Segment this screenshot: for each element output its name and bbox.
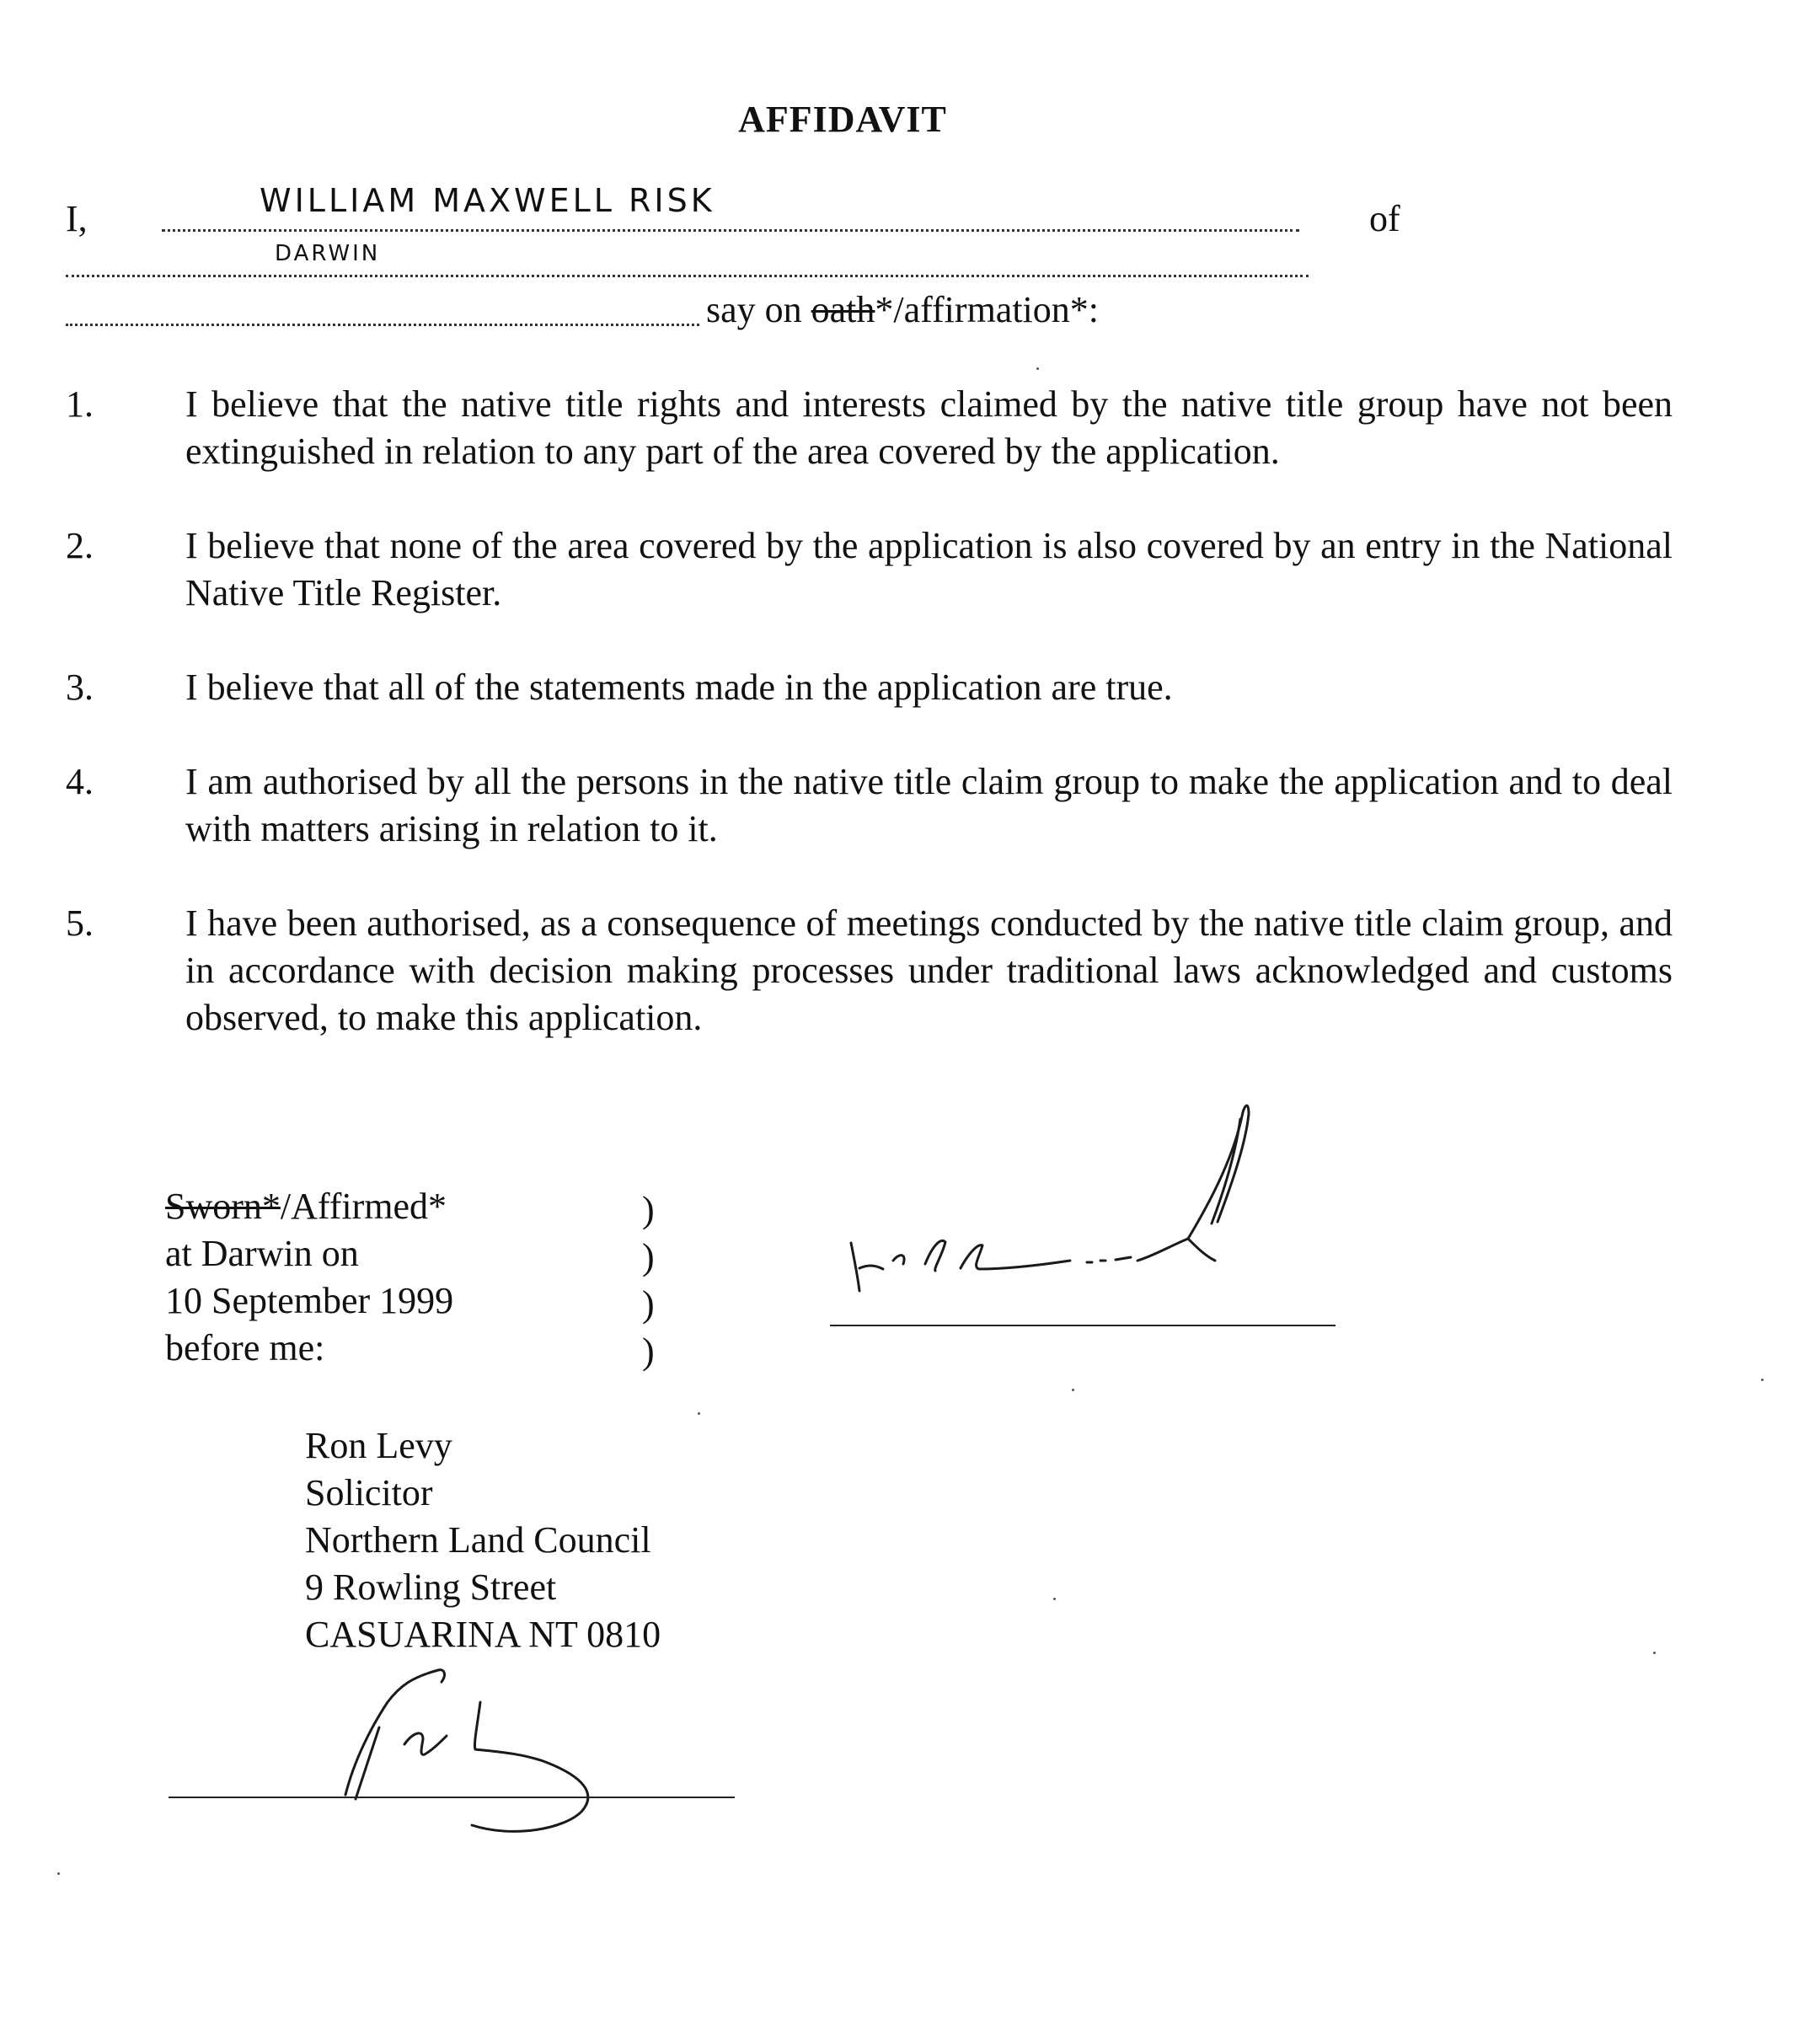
bracket: ) (642, 1283, 655, 1325)
statement-number: 5. (66, 902, 94, 944)
scan-speck (698, 1412, 700, 1415)
address-dotted-line (66, 275, 1309, 277)
witness-organisation: Northern Land Council (305, 1519, 651, 1561)
statement-text: I believe that all of the statements made in the application are true. (185, 667, 1173, 708)
jurat-sworn-line (165, 1183, 447, 1230)
say-on-line (706, 287, 1099, 334)
statement-number: 3. (66, 667, 94, 708)
jurat-date: 10 September 1999 (165, 1280, 454, 1321)
of-label: of (1369, 198, 1400, 239)
deponent-signature-line (830, 1325, 1336, 1326)
witness-street: 9 Rowling Street (305, 1566, 557, 1608)
sworn-struck-text: Sworn* (165, 1186, 281, 1227)
statement-number: 2. (66, 525, 94, 566)
affirmed-text: /Affirmed* (280, 1186, 447, 1227)
oath-struck-text: oath (811, 289, 875, 330)
deponent-signature (834, 1095, 1340, 1315)
jurat-location: at Darwin on (165, 1233, 359, 1274)
witness-signature (329, 1652, 632, 1871)
witness-signature-line (169, 1797, 735, 1798)
bracket: ) (642, 1189, 655, 1230)
statement-text: I believe that the native title rights and interests claimed by the native title group have not been extinguished in relation to any part of the area covered by the application. (185, 383, 1673, 472)
document-title: AFFIDAVIT (738, 99, 947, 140)
witness-name: Ron Levy (305, 1425, 452, 1466)
scan-speck (1072, 1389, 1074, 1391)
bracket: ) (642, 1331, 655, 1372)
witness-role: Solicitor (305, 1472, 433, 1513)
statement-text: I have been authorised, as a consequence of meetings conducted by the native title claim group, and in accordance with decision making processes under traditional laws acknowledged and customs observed, to make this application. (185, 902, 1673, 1038)
name-dotted-line (162, 229, 1299, 232)
statement-number: 4. (66, 761, 94, 802)
address-dotted-line-2 (66, 324, 699, 326)
scan-speck (1053, 1598, 1056, 1600)
scan-speck (1761, 1379, 1764, 1381)
say-on-prefix: say on (706, 289, 811, 330)
statement-number: 1. (66, 383, 94, 425)
scan-speck (57, 1872, 60, 1875)
statement-text: I am authorised by all the persons in the native title claim group to make the application and to deal with matters arising in relation to it. (185, 761, 1673, 849)
witness-city: CASUARINA NT 0810 (305, 1614, 661, 1655)
affirmation-text: */affirmation*: (875, 289, 1099, 330)
scan-speck (1036, 367, 1039, 370)
declarant-name-handwritten: WILLIAM MAXWELL RISK (260, 182, 715, 219)
statement-text: I believe that none of the area covered by the application is also covered by an entry in the National Native Title Register. (185, 525, 1673, 613)
declarant-place-handwritten: DARWIN (275, 241, 381, 266)
declarant-prefix: I, (66, 198, 88, 239)
scan-speck (1653, 1652, 1656, 1654)
jurat-before: before me: (165, 1327, 325, 1368)
bracket: ) (642, 1236, 655, 1277)
